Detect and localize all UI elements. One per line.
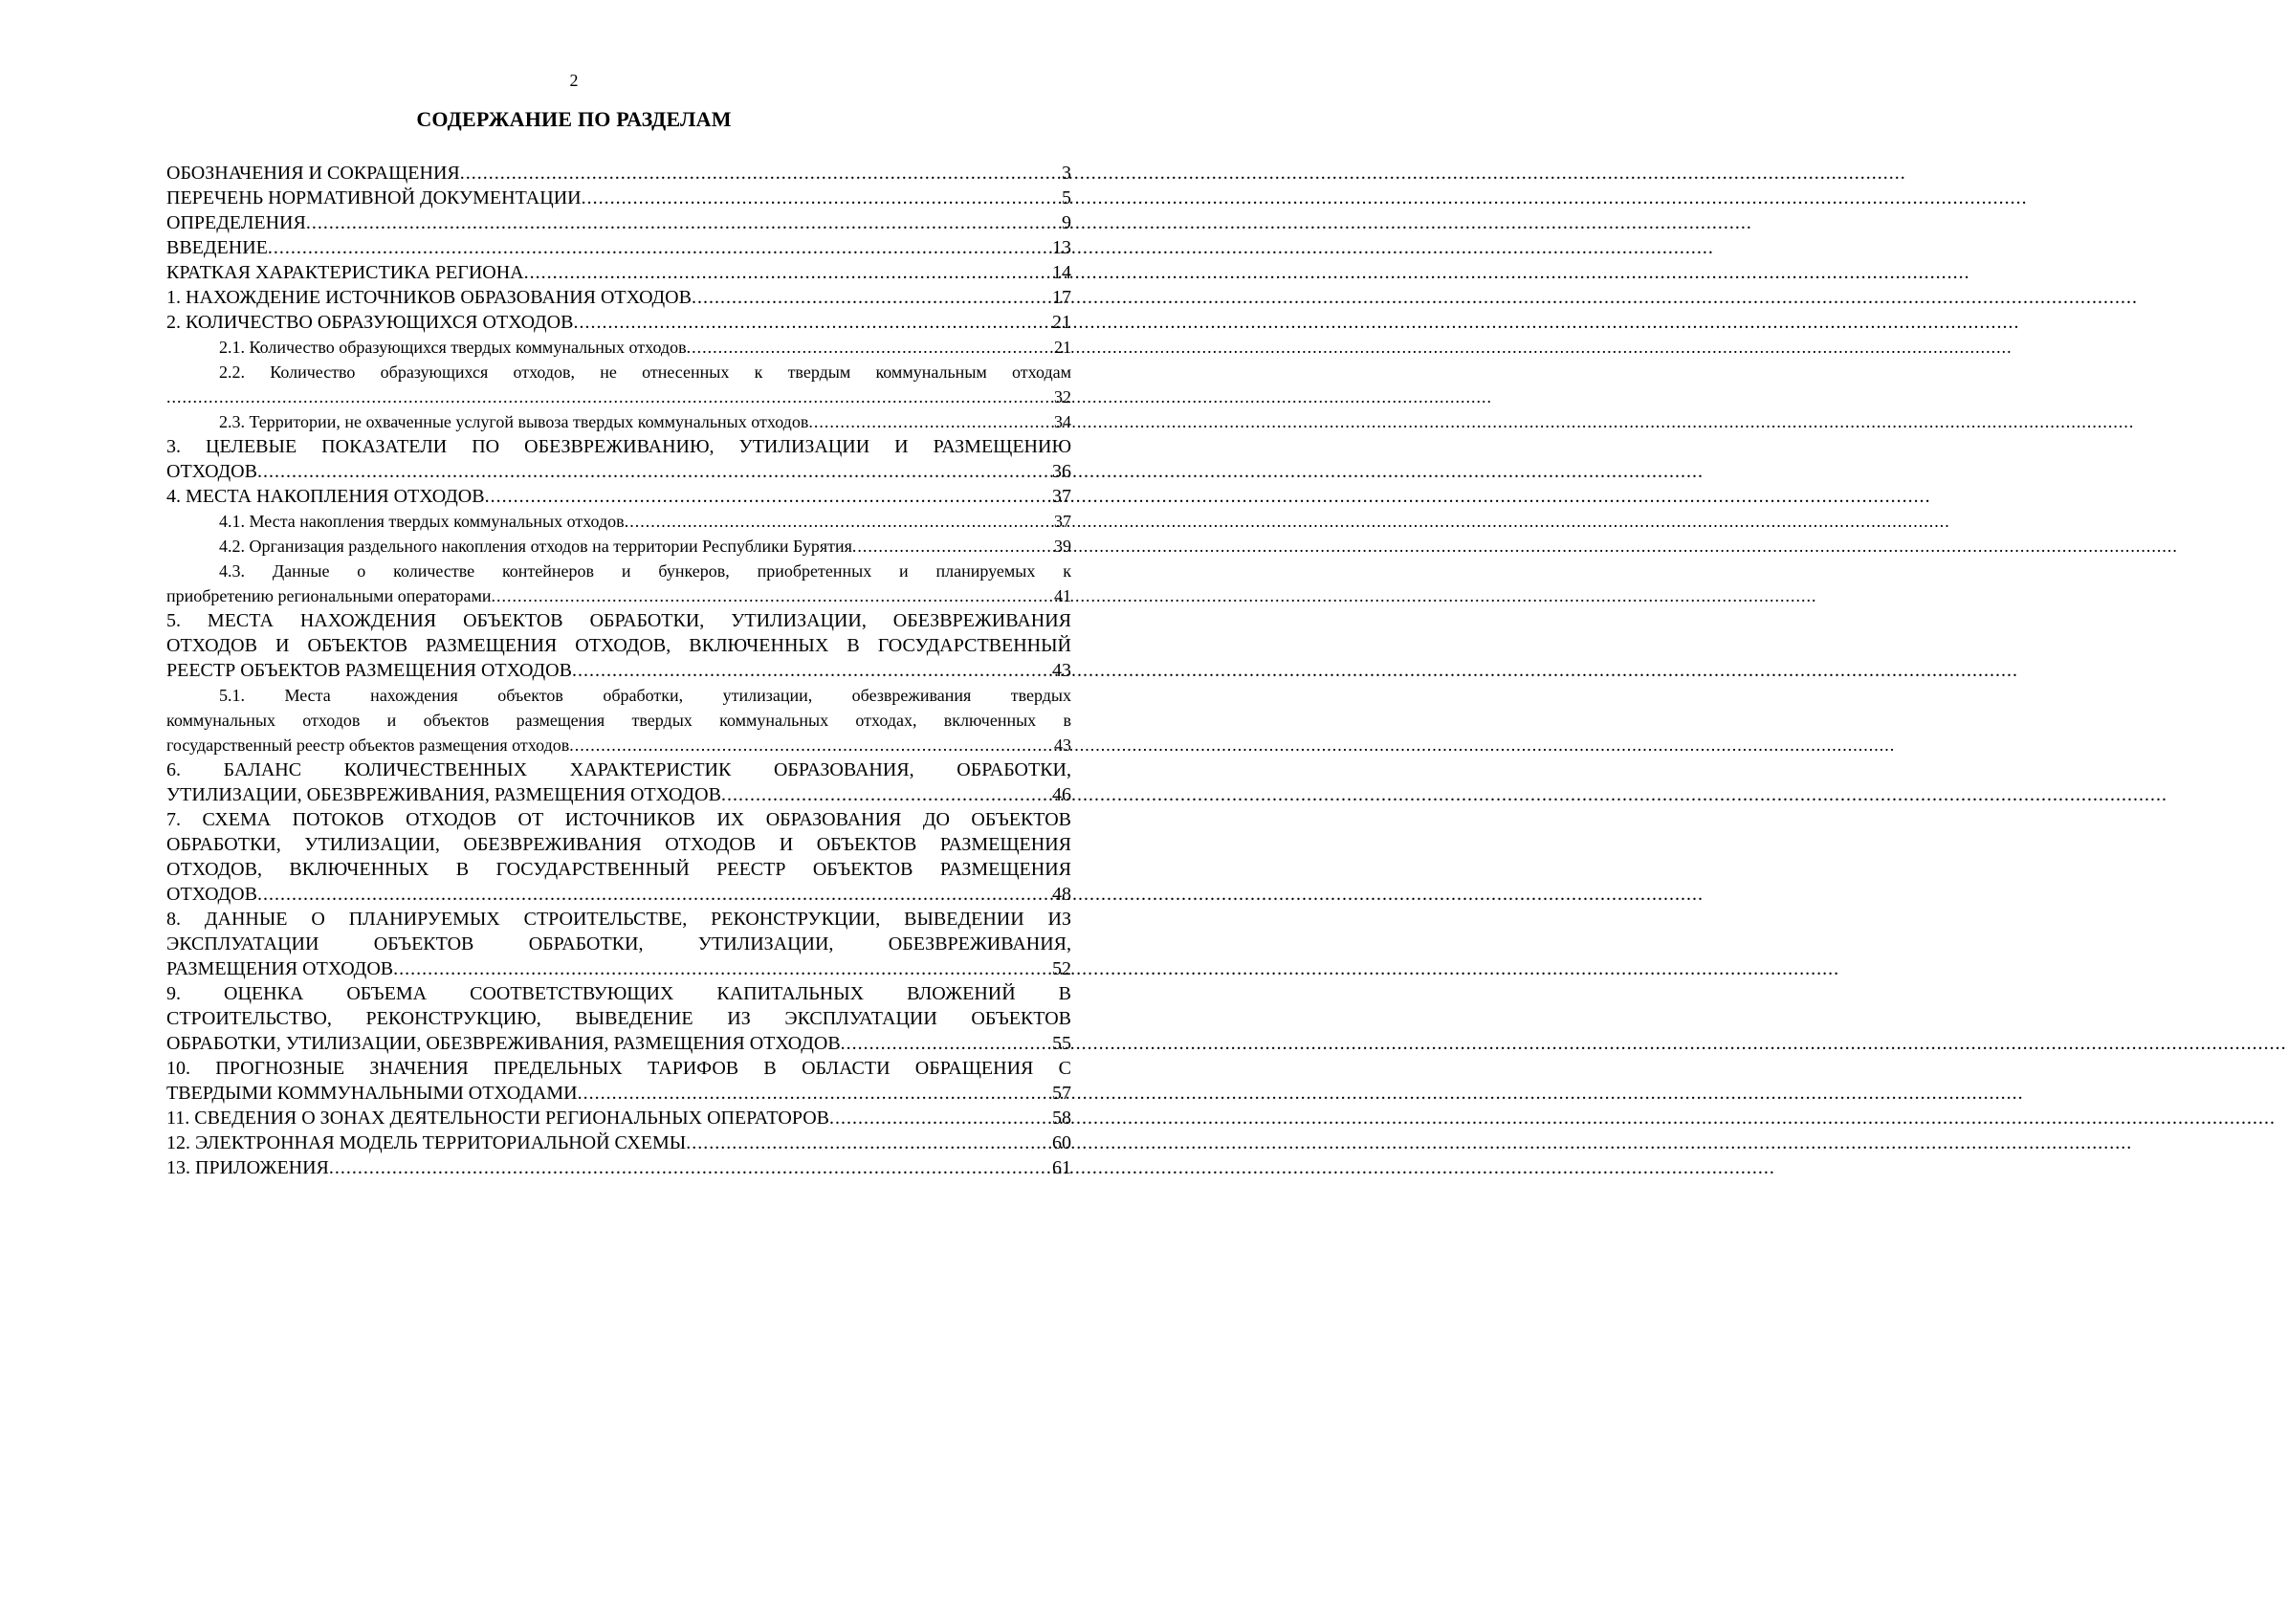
toc-subentry[interactable]	[166, 409, 1071, 434]
leader-dots	[625, 509, 1054, 534]
leader-dots	[268, 235, 1052, 260]
leader-dots	[573, 310, 1052, 335]
toc-entry[interactable]	[166, 757, 1071, 807]
toc-entry-title: 12. ЭЛЕКТРОННАЯ МОДЕЛЬ ТЕРРИТОРИАЛЬНОЙ СХЕМЫ	[166, 1132, 687, 1153]
toc-entry-title: ВВЕДЕНИЕ	[166, 237, 268, 258]
toc-entry-title: 4.3. Данные о количестве контейнеров и бункеров, приобретенных и планируемых к	[219, 561, 1071, 581]
toc-subentry[interactable]	[166, 534, 1071, 559]
toc-entry[interactable]	[166, 260, 1071, 285]
toc-entry-title-cont: ОТХОДОВ, ВКЛЮЧЕННЫХ В ГОСУДАРСТВЕННЫЙ РЕЕСТР ОБЪЕКТОВ РАЗМЕЩЕНИЯ	[166, 859, 1071, 880]
toc-entry[interactable]	[166, 1130, 1071, 1155]
toc-entry-page: 43	[1054, 735, 1071, 755]
toc-entry-title-cont: ОТХОДОВ И ОБЪЕКТОВ РАЗМЕЩЕНИЯ ОТХОДОВ, ВКЛЮЧЕННЫХ В ГОСУДАРСТВЕННЫЙ	[166, 635, 1071, 656]
toc-entry-title-cont: ОБРАБОТКИ, УТИЛИЗАЦИИ, ОБЕЗВРЕЖИВАНИЯ, РАЗМЕЩЕНИЯ ОТХОДОВ	[166, 1033, 841, 1054]
toc-entry[interactable]	[166, 235, 1071, 260]
toc-entry[interactable]	[166, 1056, 1071, 1106]
toc-entry-title-cont: государственный реестр объектов размещения отходов	[166, 735, 570, 755]
leader-dots	[852, 534, 1054, 559]
toc-entry-title: 2.1. Количество образующихся твердых коммунальных отходов	[219, 338, 687, 357]
toc-entry-title: 2.3. Территории, не охваченные услугой вывоза твердых коммунальных отходов	[219, 412, 809, 431]
leader-dots	[569, 733, 1054, 757]
toc-entry-page: 43	[1052, 660, 1071, 681]
leader-dots	[829, 1106, 1052, 1130]
toc-entry-page: 37	[1054, 512, 1071, 531]
toc-entry-title: 2. КОЛИЧЕСТВО ОБРАЗУЮЩИХСЯ ОТХОДОВ	[166, 312, 574, 333]
toc-entry-title-cont: РЕЕСТР ОБЪЕКТОВ РАЗМЕЩЕНИЯ ОТХОДОВ	[166, 660, 572, 681]
toc-entry-title: ОБОЗНАЧЕНИЯ И СОКРАЩЕНИЯ	[166, 163, 460, 184]
leader-dots	[485, 484, 1052, 509]
toc-entry-page: 39	[1054, 537, 1071, 556]
toc-entry[interactable]	[166, 285, 1071, 310]
toc-subentry[interactable]	[166, 360, 1071, 409]
toc-entry-title-cont: ТВЕРДЫМИ КОММУНАЛЬНЫМИ ОТХОДАМИ	[166, 1083, 578, 1104]
toc-entry-page: 13	[1052, 237, 1071, 258]
toc-entry-page: 55	[1052, 1033, 1071, 1054]
leader-dots	[257, 459, 1052, 484]
leader-dots	[492, 583, 1055, 608]
toc-entry[interactable]	[166, 907, 1071, 981]
toc-entry[interactable]	[166, 484, 1071, 509]
toc-entry-title-cont: коммунальных отходов и объектов размещения твердых коммунальных отходах, включенных в	[166, 711, 1071, 730]
toc-entry[interactable]	[166, 807, 1071, 907]
toc-entry-page: 41	[1054, 586, 1071, 605]
page-number: 2	[569, 71, 579, 90]
toc-entry[interactable]	[166, 434, 1071, 484]
leader-dots	[721, 782, 1052, 807]
toc-entry-page: 61	[1052, 1157, 1071, 1178]
toc-entry-page: 5	[1062, 187, 1071, 208]
toc-subentry[interactable]	[166, 683, 1071, 757]
leader-dots	[572, 658, 1052, 683]
toc-entry-title-cont: приобретению региональными операторами	[166, 586, 492, 605]
toc-entry-page: 57	[1052, 1083, 1071, 1104]
toc-entry[interactable]	[166, 161, 1071, 186]
toc-entry[interactable]	[166, 310, 1071, 335]
toc-entry-page: 3	[1062, 163, 1071, 184]
toc-entry-title-cont: ОБРАБОТКИ, УТИЛИЗАЦИИ, ОБЕЗВРЕЖИВАНИЯ ОТХОДОВ И ОБЪЕКТОВ РАЗМЕЩЕНИЯ	[166, 834, 1071, 855]
toc-entry-title: 4.1. Места накопления твердых коммунальных отходов	[219, 512, 625, 531]
toc-entry-page: 46	[1052, 784, 1071, 805]
leader-dots	[692, 285, 1052, 310]
leader-dots	[524, 260, 1052, 285]
leader-dots	[460, 161, 1062, 186]
toc-entry-title: ПЕРЕЧЕНЬ НОРМАТИВНОЙ ДОКУМЕНТАЦИИ	[166, 187, 582, 208]
toc-entry-title: ОПРЕДЕЛЕНИЯ	[166, 212, 306, 233]
toc-entry-page: 37	[1052, 486, 1071, 507]
page-title: СОДЕРЖАНИЕ ПО РАЗДЕЛАМ	[416, 107, 732, 131]
toc-subentry[interactable]	[166, 559, 1071, 608]
toc-entry[interactable]	[166, 608, 1071, 683]
toc-entry[interactable]	[166, 1155, 1071, 1180]
toc-entry[interactable]	[166, 981, 1071, 1056]
table-of-contents	[166, 161, 1071, 1180]
toc-entry-page: 52	[1052, 958, 1071, 979]
toc-entry-page: 60	[1052, 1132, 1071, 1153]
toc-entry-title: 7. СХЕМА ПОТОКОВ ОТХОДОВ ОТ ИСТОЧНИКОВ ИХ ОБРАЗОВАНИЯ ДО ОБЪЕКТОВ	[166, 809, 1071, 830]
leader-dots	[329, 1155, 1052, 1180]
toc-entry-page: 58	[1052, 1108, 1071, 1129]
toc-entry-title: 10. ПРОГНОЗНЫЕ ЗНАЧЕНИЯ ПРЕДЕЛЬНЫХ ТАРИФОВ В ОБЛАСТИ ОБРАЩЕНИЯ С	[166, 1058, 1071, 1079]
leader-dots	[306, 210, 1062, 235]
toc-entry[interactable]	[166, 1106, 1071, 1130]
toc-entry[interactable]	[166, 210, 1071, 235]
leader-dots	[166, 384, 1054, 409]
leader-dots	[257, 882, 1052, 907]
leader-dots	[582, 186, 1062, 210]
toc-entry-page: 14	[1052, 262, 1071, 283]
toc-entry-title-cont: УТИЛИЗАЦИИ, ОБЕЗВРЕЖИВАНИЯ, РАЗМЕЩЕНИЯ ОТХОДОВ	[166, 784, 721, 805]
leader-dots	[687, 335, 1054, 360]
toc-entry-title-cont: ОТХОДОВ	[166, 884, 257, 905]
toc-entry-title-cont: ЭКСПЛУАТАЦИИ ОБЪЕКТОВ ОБРАБОТКИ, УТИЛИЗАЦИИ, ОБЕЗВРЕЖИВАНИЯ,	[166, 933, 1071, 955]
toc-entry-title: 9. ОЦЕНКА ОБЪЕМА СООТВЕТСТВУЮЩИХ КАПИТАЛЬНЫХ ВЛОЖЕНИЙ В	[166, 983, 1071, 1004]
toc-entry-title: 2.2. Количество образующихся отходов, не отнесенных к твердым коммунальным отходам	[219, 362, 1071, 382]
toc-entry-title: 5.1. Места нахождения объектов обработки, утилизации, обезвреживания твердых	[219, 686, 1071, 705]
toc-entry-page: 17	[1052, 287, 1071, 308]
toc-entry-title-cont: СТРОИТЕЛЬСТВО, РЕКОНСТРУКЦИЮ, ВЫВЕДЕНИЕ ИЗ ЭКСПЛУАТАЦИИ ОБЪЕКТОВ	[166, 1008, 1071, 1029]
toc-entry-title: 4.2. Организация раздельного накопления отходов на территории Республики Бурятия	[219, 537, 852, 556]
leader-dots	[808, 409, 1054, 434]
toc-entry-title: 6. БАЛАНС КОЛИЧЕСТВЕННЫХ ХАРАКТЕРИСТИК ОБРАЗОВАНИЯ, ОБРАБОТКИ,	[166, 759, 1071, 780]
toc-entry-page: 34	[1054, 412, 1071, 431]
toc-entry-title-cont: РАЗМЕЩЕНИЯ ОТХОДОВ	[166, 958, 394, 979]
toc-entry[interactable]	[166, 186, 1071, 210]
leader-dots	[841, 1031, 1052, 1056]
toc-entry-title: 11. СВЕДЕНИЯ О ЗОНАХ ДЕЯТЕЛЬНОСТИ РЕГИОНАЛЬНЫХ ОПЕРАТОРОВ	[166, 1108, 829, 1129]
toc-entry-page: 32	[1054, 387, 1071, 406]
toc-entry-title: 3. ЦЕЛЕВЫЕ ПОКАЗАТЕЛИ ПО ОБЕЗВРЕЖИВАНИЮ, УТИЛИЗАЦИИ И РАЗМЕЩЕНИЮ	[166, 436, 1071, 457]
toc-entry-page: 9	[1062, 212, 1071, 233]
toc-entry-title-cont: ОТХОДОВ	[166, 461, 257, 482]
toc-entry-page: 21	[1052, 312, 1071, 333]
toc-entry-page: 36	[1052, 461, 1071, 482]
toc-entry-title: 13. ПРИЛОЖЕНИЯ	[166, 1157, 329, 1178]
toc-entry-page: 48	[1052, 884, 1071, 905]
toc-subentry[interactable]	[166, 509, 1071, 534]
leader-dots	[393, 956, 1052, 981]
toc-entry-title: 1. НАХОЖДЕНИЕ ИСТОЧНИКОВ ОБРАЗОВАНИЯ ОТХОДОВ	[166, 287, 692, 308]
toc-entry-page: 21	[1054, 338, 1071, 357]
leader-dots	[686, 1130, 1052, 1155]
toc-entry-title: 8. ДАННЫЕ О ПЛАНИРУЕМЫХ СТРОИТЕЛЬСТВЕ, РЕКОНСТРУКЦИИ, ВЫВЕДЕНИИ ИЗ	[166, 909, 1071, 930]
leader-dots	[578, 1081, 1052, 1106]
toc-entry-title: 4. МЕСТА НАКОПЛЕНИЯ ОТХОДОВ	[166, 486, 485, 507]
toc-entry-title: 5. МЕСТА НАХОЖДЕНИЯ ОБЪЕКТОВ ОБРАБОТКИ, УТИЛИЗАЦИИ, ОБЕЗВРЕЖИВАНИЯ	[166, 610, 1071, 631]
toc-subentry[interactable]	[166, 335, 1071, 360]
toc-entry-title: КРАТКАЯ ХАРАКТЕРИСТИКА РЕГИОНА	[166, 262, 524, 283]
